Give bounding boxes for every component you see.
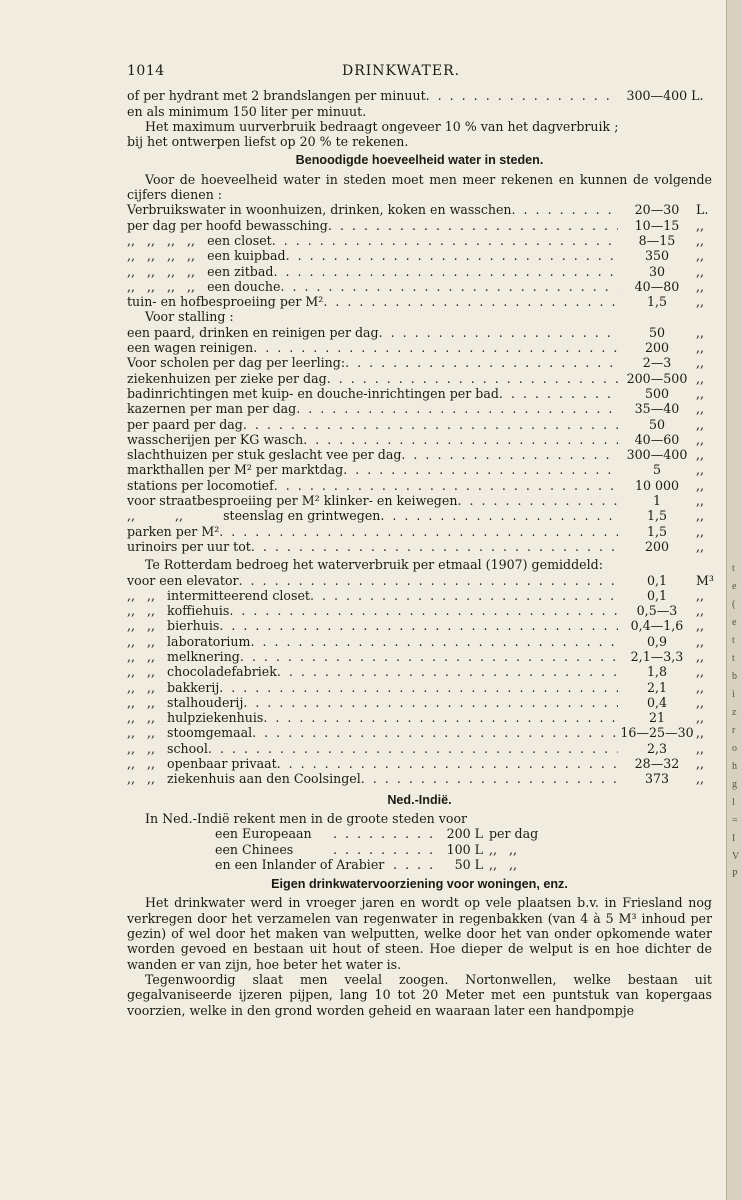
row-unit: ,,	[696, 633, 705, 649]
table-row	[127, 355, 712, 370]
leader-dots	[219, 618, 618, 633]
table-row	[127, 725, 712, 740]
row-value: 0,1	[646, 587, 668, 603]
row-label: per paard per dag	[127, 416, 243, 432]
edge-letter: t	[732, 653, 735, 664]
edge-letter: t	[732, 635, 735, 646]
row-unit: ,,	[696, 416, 705, 432]
row-value: 300—400	[626, 447, 688, 463]
leader-dots	[499, 386, 618, 401]
row-value: 10 000	[634, 477, 680, 493]
row-value: 50 L	[454, 856, 483, 872]
edge-letter: h	[732, 761, 737, 772]
row-label: een paard, drinken en reinigen per dag	[127, 324, 379, 340]
row-label: Verbruikswater in woonhuizen, drinken, koken en wasschen	[127, 202, 512, 218]
leader-dots	[280, 279, 618, 294]
row-value: 373	[644, 771, 670, 787]
leader-dots	[379, 325, 618, 340]
row-label: wasscherijen per KG wasch	[127, 431, 304, 447]
row-label: ,, ,, ,, ,, een kuipbad	[127, 248, 286, 264]
row-value: 5	[652, 462, 661, 478]
table-row	[127, 771, 712, 786]
row-unit: ,,	[696, 725, 705, 741]
edge-letter: (	[732, 599, 736, 610]
running-title: DRINKWATER.	[342, 63, 461, 79]
row-unit: M³	[696, 572, 714, 588]
edge-letter: V	[732, 851, 740, 862]
table-row	[127, 573, 712, 588]
row-label: ,, ,, koffiehuis	[127, 603, 230, 619]
leader-dots	[240, 649, 618, 664]
leader-dots	[343, 462, 618, 477]
section-heading-eigen: Eigen drinkwatervoorziening voor woningen, enz.	[271, 877, 568, 892]
table-row	[127, 493, 712, 508]
leader-dots	[426, 88, 618, 103]
indie-intro: In Ned.-Indië rekent men in de groote steden voor	[145, 810, 468, 826]
row-label: markthallen per M² per marktdag	[127, 462, 344, 478]
row-unit: ,,	[696, 771, 705, 787]
row-unit: ,,	[696, 710, 705, 726]
row-unit: ,,	[696, 355, 705, 371]
leader-dots	[296, 401, 618, 416]
row-unit: ,,	[696, 477, 705, 493]
row-label: ,, ,, stoomgemaal	[127, 725, 253, 741]
row-value: 200	[644, 538, 670, 554]
edge-letter: I	[732, 833, 736, 844]
table-row	[127, 294, 712, 309]
table-row	[127, 462, 712, 477]
table-row	[127, 417, 712, 432]
row-label: ,, ,, ,, ,, een zitbad	[127, 263, 274, 279]
row-value: 40—60	[634, 431, 680, 447]
table-row	[127, 680, 712, 695]
row-unit: ,,	[696, 493, 705, 509]
row-label: ,, ,, ,, ,, een douche	[127, 278, 281, 294]
table-row	[127, 447, 712, 462]
table-row	[127, 539, 712, 554]
leader-dots	[303, 432, 618, 447]
section-heading-indie: Ned.-Indië.	[387, 792, 452, 807]
row-unit: ,,	[696, 664, 705, 680]
table-row	[127, 508, 712, 523]
row-unit: ,,	[696, 508, 705, 524]
table-row	[127, 386, 712, 401]
leader-dots	[243, 417, 618, 432]
stalling-table	[127, 325, 712, 554]
section-heading-steden: Benoodigde hoeveelheid water in steden.	[295, 153, 544, 168]
row-value: 500	[644, 385, 670, 401]
row-label: kazernen per man per dag	[127, 401, 297, 417]
row-unit: ,,	[696, 217, 705, 233]
row-value: 300—400 L.	[626, 88, 704, 104]
leader-dots	[229, 603, 618, 618]
row-value: 28—32	[634, 756, 680, 772]
leader-dots	[333, 842, 433, 857]
steden-table	[127, 202, 712, 309]
row-label: een wagen reinigen	[127, 340, 254, 356]
row-label: parken per M²	[127, 523, 220, 539]
table-row	[127, 588, 712, 603]
row-value: 1,8	[646, 664, 668, 680]
rotterdam-table	[127, 573, 712, 787]
row-value: 1,5	[646, 294, 668, 310]
edge-letter: l	[732, 797, 735, 808]
row-value: 8—15	[638, 232, 676, 248]
row-unit: ,,	[696, 618, 705, 634]
row-value: 0,9	[646, 633, 668, 649]
leader-dots	[286, 248, 618, 263]
row-value: 10—15	[634, 217, 680, 233]
row-label: badinrichtingen met kuip- en douche-inrichtingen per bad	[127, 385, 499, 401]
edge-letter: o	[732, 743, 737, 754]
table-row	[127, 649, 712, 664]
table-row	[127, 857, 712, 872]
table-row	[127, 842, 712, 857]
row-value: 350	[644, 248, 670, 264]
row-unit: ,,	[696, 462, 705, 478]
table-row	[127, 664, 712, 679]
leader-dots	[323, 294, 618, 309]
row-unit: ,,	[696, 232, 705, 248]
edge-letter: z	[732, 707, 737, 718]
leader-dots	[219, 524, 618, 539]
row-label: slachthuizen per stuk geslacht vee per dag	[127, 447, 402, 463]
row-label: ,, ,, intermitteerend closet	[127, 587, 310, 603]
row-label: ,, ,, ,, ,, een closet	[127, 232, 272, 248]
row-unit: ,,	[696, 278, 705, 294]
row-value: 50	[648, 324, 666, 340]
edge-letters	[727, 0, 742, 884]
table-row	[127, 741, 712, 756]
edge-letter: i	[732, 689, 735, 700]
leader-dots	[208, 741, 618, 756]
minimum-line: en als minimum 150 liter per minuut.	[127, 103, 367, 119]
maximum-line-2: bij het ontwerpen liefst op 20 % te rekenen.	[127, 134, 409, 150]
leader-dots	[251, 539, 618, 554]
row-value: 0,5—3	[636, 603, 678, 619]
table-row	[127, 710, 712, 725]
row-unit: ,,	[696, 248, 705, 264]
table-row	[127, 432, 712, 447]
row-label: Voor scholen per dag per leerling:	[127, 355, 346, 371]
leader-dots	[263, 710, 618, 725]
page-header	[127, 64, 712, 79]
row-unit: ,, ,,	[489, 856, 518, 872]
row-label: ,, ,, stalhouderij	[127, 694, 244, 710]
leader-dots	[361, 771, 618, 786]
row-value: 35—40	[634, 401, 680, 417]
table-row	[127, 248, 712, 263]
row-value: 16—25—30	[620, 725, 694, 741]
row-unit: ,,	[696, 587, 705, 603]
row-unit: ,,	[696, 694, 705, 710]
row-value: 1,5	[646, 523, 668, 539]
leader-dots	[328, 218, 618, 233]
row-label: een Europeaan	[215, 826, 312, 842]
edge-letter: e	[732, 581, 737, 592]
edge-letter: e	[732, 617, 737, 628]
row-unit: ,, ,,	[489, 841, 518, 857]
row-value: 20—30	[634, 202, 680, 218]
row-unit: ,,	[696, 324, 705, 340]
row-value: 0,4—1,6	[630, 618, 684, 634]
table-row	[127, 218, 712, 233]
page-content	[127, 64, 712, 1018]
leader-dots	[250, 634, 618, 649]
row-value: 30	[648, 263, 666, 279]
row-value: 50	[648, 416, 666, 432]
row-value: 200	[644, 340, 670, 356]
row-label: ,, ,, school	[127, 740, 208, 756]
leader-dots	[243, 695, 618, 710]
row-value: 40—80	[634, 278, 680, 294]
adjacent-page-edge	[726, 0, 742, 1200]
steden-paragraph: Voor de hoeveelheid water in steden moet men meer rekenen en kunnen de volgende cijfers dienen :	[127, 171, 712, 203]
row-value: 0,4	[646, 694, 668, 710]
table-row	[127, 618, 712, 633]
table-row	[127, 371, 712, 386]
row-value: 2,1	[646, 679, 668, 695]
leader-dots	[277, 664, 618, 679]
row-label: of per hydrant met 2 brandslangen per minuut	[127, 88, 426, 104]
row-label: stations per locomotief	[127, 477, 274, 493]
row-unit: ,,	[696, 603, 705, 619]
indie-table	[127, 826, 712, 872]
row-unit: ,,	[696, 431, 705, 447]
row-label: en een Inlander of Arabier	[215, 856, 385, 872]
row-label: ,, ,, melknering	[127, 648, 240, 664]
stalling-label: Voor stalling :	[145, 309, 234, 325]
leader-dots	[512, 202, 618, 217]
table-row	[127, 634, 712, 649]
leader-dots	[345, 355, 618, 370]
row-value: 0,1	[646, 572, 668, 588]
table-row	[127, 401, 712, 416]
leader-dots	[457, 493, 618, 508]
row-label: ,, ,, openbaar privaat	[127, 756, 277, 772]
table-row	[127, 756, 712, 771]
row-label: ,, ,, bakkerij	[127, 679, 220, 695]
edge-letter: P	[732, 869, 738, 880]
row-label: voor straatbesproeiing per M² klinker- en keiwegen	[127, 493, 458, 509]
row-label: ,, ,, bierhuis	[127, 618, 220, 634]
row-value: 100 L	[446, 841, 483, 857]
row-label: een Chinees	[215, 841, 294, 857]
leader-dots	[239, 573, 618, 588]
row-unit: ,,	[696, 370, 705, 386]
row-unit: ,,	[696, 648, 705, 664]
maximum-line-1: Het maximum uurverbruik bedraagt ongeveer 10 % van het dagverbruik ;	[145, 118, 619, 134]
row-unit: ,,	[696, 385, 705, 401]
table-row	[127, 264, 712, 279]
row-unit: ,,	[696, 740, 705, 756]
table-row	[127, 233, 712, 248]
table-row	[127, 826, 712, 841]
row-unit: L.	[696, 202, 709, 218]
leader-dots	[272, 233, 618, 248]
row-unit: ,,	[696, 447, 705, 463]
row-unit: ,,	[696, 401, 705, 417]
row-value: 1	[652, 493, 661, 509]
rotterdam-intro: Te Rotterdam bedroeg het waterverbruik per etmaal (1907) gemiddeld:	[145, 557, 603, 573]
row-label: ,, ,, laboratorium	[127, 633, 251, 649]
row-unit: ,,	[696, 756, 705, 772]
edge-letter: t	[732, 563, 735, 574]
row-unit: ,,	[696, 538, 705, 554]
edge-letter: r	[732, 725, 736, 736]
table-row	[127, 478, 712, 493]
leader-dots	[393, 857, 433, 872]
row-label: per dag per hoofd bewassching	[127, 217, 328, 233]
table-row	[127, 325, 712, 340]
row-unit: ,,	[696, 679, 705, 695]
leader-dots	[380, 508, 618, 523]
row-value: 2,1—3,3	[630, 648, 684, 664]
hydrant-row	[127, 88, 712, 103]
leader-dots	[327, 371, 618, 386]
row-value: 2,3	[646, 740, 668, 756]
eigen-paragraph-2: Tegenwoordig slaat men veelal zoogen. Nortonwellen, welke bestaan uit gegalvaniseerde ijzeren pijpen, lang 10 tot 20 Meter met een puntstuk van kopergaas voorzien, welke in den grond worden geheid en waaraan later een handpompje	[127, 971, 712, 1018]
leader-dots	[277, 756, 618, 771]
row-unit: per dag	[489, 826, 539, 842]
edge-letter: b	[732, 671, 737, 682]
row-value: 200—500	[626, 370, 688, 386]
row-label: ,, ,, steenslag en grintwegen	[127, 508, 381, 524]
edge-letter: =	[732, 815, 738, 826]
row-label: urinoirs per uur tot	[127, 538, 251, 554]
leader-dots	[253, 340, 618, 355]
leader-dots	[401, 447, 618, 462]
leader-dots	[274, 478, 618, 493]
row-value: 200 L	[446, 826, 483, 842]
row-value: 2—3	[642, 355, 672, 371]
leader-dots	[310, 588, 618, 603]
leader-dots	[333, 826, 433, 841]
page-number: 1014	[127, 63, 165, 79]
row-label: ,, ,, hulpziekenhuis	[127, 710, 264, 726]
row-unit: ,,	[696, 294, 705, 310]
table-row	[127, 340, 712, 355]
row-label: ,, ,, chocoladefabriek	[127, 664, 277, 680]
table-row	[127, 524, 712, 539]
table-row	[127, 202, 712, 217]
edge-letter: g	[732, 779, 737, 790]
leader-dots	[273, 264, 618, 279]
table-row	[127, 603, 712, 618]
row-unit: ,,	[696, 340, 705, 356]
row-label: voor een elevator	[127, 572, 239, 588]
row-value: 1,5	[646, 508, 668, 524]
row-unit: ,,	[696, 523, 705, 539]
eigen-paragraph-1: Het drinkwater werd in vroeger jaren en wordt op vele plaatsen b.v. in Friesland nog verkregen door het verzamelen van regenwater in regenbakken (van 4 à 5 M³ inhoud per gezin) of wel door het maken van welputten, welke door het van onder opkomende water worden gevoed en bestaan uit hout of steen. Hoe dieper de welput is en hoe dichter de wanden er van zijn, hoe beter het water is.	[127, 895, 712, 972]
row-value: 21	[648, 710, 666, 726]
row-unit: ,,	[696, 263, 705, 279]
table-row	[127, 279, 712, 294]
row-label: ,, ,, ziekenhuis aan den Coolsingel	[127, 771, 361, 787]
leader-dots	[219, 680, 618, 695]
row-label: tuin- en hofbesproeiing per M²	[127, 294, 324, 310]
row-label: ziekenhuizen per zieke per dag	[127, 370, 327, 386]
table-row	[127, 695, 712, 710]
leader-dots	[252, 725, 618, 740]
